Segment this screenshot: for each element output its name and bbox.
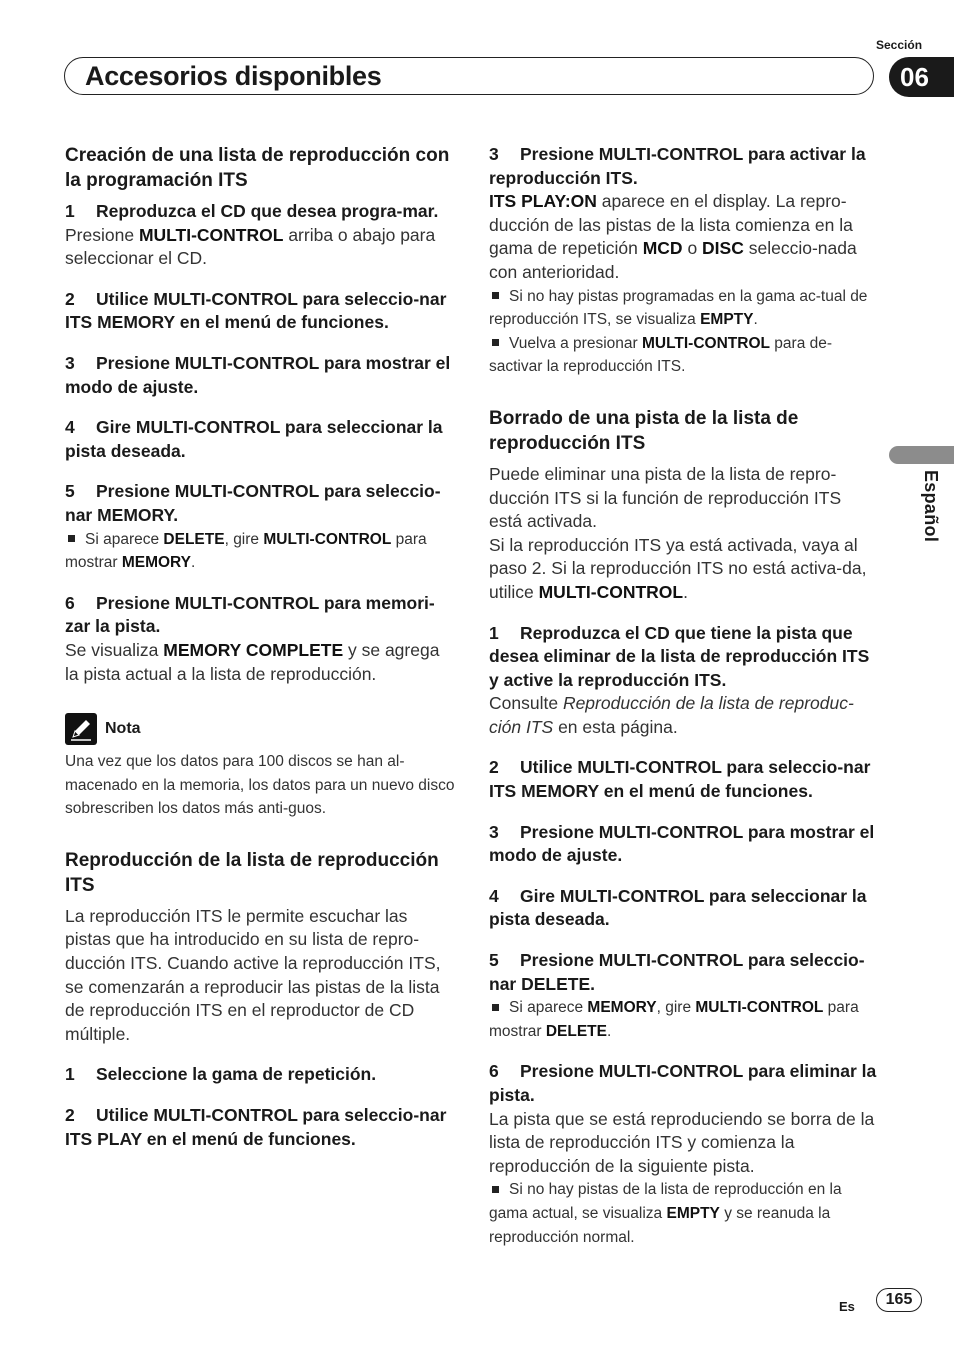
- bullet-bold: MULTI-CONTROL: [641, 334, 770, 352]
- section-body: La reproducción ITS le permite escuchar las pistas que ha introducido en su lista de repro-ducción ITS. Cuando active la reproducción ITS, se comenzarán a reproducir las pistas de la lista de reproducción ITS en el reproductor de CD múltiple.: [65, 905, 441, 1044]
- body-bold: DISC: [702, 238, 744, 259]
- bullet-text: Vuelva a presionar: [509, 334, 642, 352]
- step-text: Presione MULTI-CONTROL para mostrar el modo de ajuste.: [489, 821, 875, 866]
- bullet-bold: MEMORY: [587, 999, 657, 1017]
- bullet-bold: MULTI-CONTROL: [263, 530, 392, 548]
- bullet-square-icon: [68, 535, 75, 542]
- step-number: 1: [489, 622, 499, 643]
- bullet-text: Si aparece: [85, 530, 164, 548]
- section-body: Puede eliminar una pista de la lista de repro-ducción ITS si la función de reproducción ITS está activada.: [489, 463, 842, 532]
- body-bold: MULTI-CONTROL: [138, 224, 284, 245]
- bullet-text: , gire: [224, 530, 264, 548]
- cross-reference: Reproducción de la lista de reproduc-ción ITS: [489, 693, 854, 737]
- step-5: [65, 480, 455, 527]
- section-number-badge: 06: [889, 57, 954, 97]
- note-header: [65, 713, 455, 745]
- step-number: 3: [489, 821, 499, 842]
- body-text: aparece en el display. La repro-ducción de las pistas de la lista comienza en la gama de repetición: [489, 191, 853, 259]
- body-bold: MCD: [642, 238, 683, 259]
- bullet-text: Si no hay pistas de la lista de reproducción en la gama actual, se visualiza: [489, 1181, 842, 1222]
- step-text: Utilice MULTI-CONTROL para seleccio-nar ITS PLAY en el menú de funciones.: [65, 1105, 447, 1149]
- step-3: [489, 143, 877, 190]
- section-heading: Borrado de una pista de la lista de reproducción ITS: [489, 407, 799, 454]
- step-text: Gire MULTI-CONTROL para seleccionar la pista deseada.: [489, 885, 867, 930]
- bullet-note: [65, 528, 455, 575]
- page-title-bar: [64, 57, 874, 95]
- step-3: [65, 352, 455, 399]
- step-number: 3: [65, 352, 75, 373]
- step-1: [489, 622, 877, 693]
- left-column: [65, 143, 455, 1151]
- step-2: [65, 1104, 455, 1151]
- bullet-text: Si no hay pistas programadas en la gama ac-tual de reproducción ITS, se visualiza: [489, 287, 868, 329]
- bullet-note: [489, 996, 877, 1043]
- body-text: o: [682, 238, 703, 259]
- section-body: [489, 534, 877, 605]
- step-number: 6: [65, 592, 75, 613]
- bullet-text: , gire: [656, 999, 696, 1017]
- step-number: 1: [65, 201, 75, 221]
- right-column: [489, 143, 877, 1249]
- step-4: [489, 885, 877, 932]
- step-text: Presione MULTI-CONTROL para memori-zar la pista.: [65, 592, 435, 637]
- step-text: Presione MULTI-CONTROL para seleccio-nar DELETE.: [489, 950, 865, 994]
- step-number: 2: [65, 288, 75, 309]
- body-text: Consulte: [489, 693, 563, 714]
- body-text: .: [683, 581, 688, 602]
- step-body: La pista que se está reproduciendo se borra de la lista de reproducción ITS y comienza la reproducción de la siguiente pista.: [489, 1108, 875, 1176]
- step-body: [489, 190, 877, 284]
- step-4: [65, 416, 455, 463]
- body-text: en esta página.: [553, 716, 678, 737]
- bullet-bold: DELETE: [545, 1022, 607, 1040]
- step-text: Presione MULTI-CONTROL para mostrar el modo de ajuste.: [65, 352, 451, 397]
- body-bold: MULTI-CONTROL: [538, 581, 684, 602]
- step-1: [65, 1063, 455, 1087]
- bullet-bold: MULTI-CONTROL: [695, 999, 824, 1017]
- step-number: 5: [65, 481, 75, 502]
- step-1: [65, 200, 455, 224]
- bullet-text: para mostrar: [65, 530, 427, 572]
- section-label: Sección: [876, 38, 923, 52]
- body-bold: MEMORY COMPLETE: [163, 639, 344, 660]
- body-text: Si la reproducción ITS ya está activada, vaya al paso 2. Si la reproducción ITS no está activa-da, utilice: [489, 534, 867, 602]
- step-text: Presione MULTI-CONTROL para activar la reproducción ITS.: [489, 144, 866, 188]
- step-number: 2: [65, 1105, 75, 1126]
- step-3: [489, 821, 877, 868]
- bullet-text: y se reanuda la reproducción normal.: [489, 1204, 831, 1246]
- bullet-text: para mostrar: [489, 999, 859, 1040]
- step-2: [489, 756, 877, 803]
- bullet-bold: MEMORY: [121, 554, 192, 572]
- step-text: Reproduzca el CD que desea progra-mar.: [96, 201, 439, 221]
- step-2: [65, 288, 455, 335]
- bullet-square-icon: [492, 1004, 499, 1011]
- step-number: 2: [489, 757, 499, 778]
- step-body: [65, 639, 455, 686]
- bullet-square-icon: [492, 292, 499, 299]
- bullet-text: para de-sactivar la reproducción ITS.: [489, 334, 833, 376]
- bullet-text: .: [191, 554, 196, 572]
- bullet-bold: EMPTY: [666, 1204, 720, 1222]
- step-6: [489, 1060, 877, 1107]
- bullet-text: .: [753, 311, 758, 329]
- step-number: 3: [489, 144, 499, 164]
- body-text: seleccio-nada con anterioridad.: [489, 238, 857, 282]
- step-number: 5: [489, 950, 499, 971]
- bullet-text: .: [607, 1022, 612, 1040]
- step-number: 4: [489, 885, 499, 906]
- step-text: Presione MULTI-CONTROL para seleccio-nar MEMORY.: [65, 481, 441, 525]
- note-title: Nota: [105, 720, 141, 738]
- section-heading: Reproducción de la lista de reproducción ITS: [65, 849, 439, 896]
- bullet-note: [489, 332, 877, 379]
- bullet-bold: DELETE: [163, 530, 225, 548]
- step-body: [489, 692, 877, 739]
- body-text: arriba o abajo para seleccionar el CD.: [65, 224, 436, 269]
- step-text: Gire MULTI-CONTROL para seleccionar la pista deseada.: [65, 417, 443, 461]
- bullet-square-icon: [492, 1186, 499, 1193]
- step-number: 1: [65, 1064, 75, 1085]
- bullet-note: [489, 1178, 877, 1249]
- step-body: [65, 224, 455, 271]
- bullet-bold: EMPTY: [700, 311, 754, 329]
- step-text: Reproduzca el CD que tiene la pista que desea eliminar de la lista de reproducción ITS y active la reproducción ITS.: [489, 622, 870, 690]
- step-5: [489, 949, 877, 996]
- body-bold: ITS PLAY:ON: [489, 191, 597, 212]
- language-tab-marker: [889, 446, 954, 464]
- bullet-square-icon: [492, 339, 499, 346]
- step-6: [65, 592, 455, 639]
- body-text: Presione: [65, 224, 139, 245]
- bullet-note: [489, 285, 877, 332]
- page-number: 165: [876, 1288, 922, 1312]
- step-text: Presione MULTI-CONTROL para eliminar la pista.: [489, 1061, 877, 1105]
- step-number: 4: [65, 417, 75, 438]
- step-text: Seleccione la gama de repetición.: [96, 1064, 377, 1085]
- note-text: Una vez que los datos para 100 discos se han al-macenado en la memoria, los datos para un nuevo disco sobrescriben los datos más anti-guos.: [65, 753, 455, 818]
- footer-language-code: Es: [839, 1299, 855, 1314]
- bullet-text: Si aparece: [509, 999, 588, 1017]
- step-text: Utilice MULTI-CONTROL para seleccio-nar ITS MEMORY en el menú de funciones.: [489, 757, 871, 802]
- language-tab-label: Español: [921, 470, 941, 543]
- pencil-note-icon: [65, 713, 97, 745]
- section-heading: Creación de una lista de reproducción con la programación ITS: [65, 145, 450, 191]
- step-text: Utilice MULTI-CONTROL para seleccio-nar ITS MEMORY en el menú de funciones.: [65, 288, 447, 333]
- body-text: y se agrega la pista actual a la lista de reproducción.: [65, 639, 440, 684]
- page-title: Accesorios disponibles: [85, 61, 382, 91]
- body-text: Se visualiza: [65, 639, 164, 660]
- step-number: 6: [489, 1061, 499, 1082]
